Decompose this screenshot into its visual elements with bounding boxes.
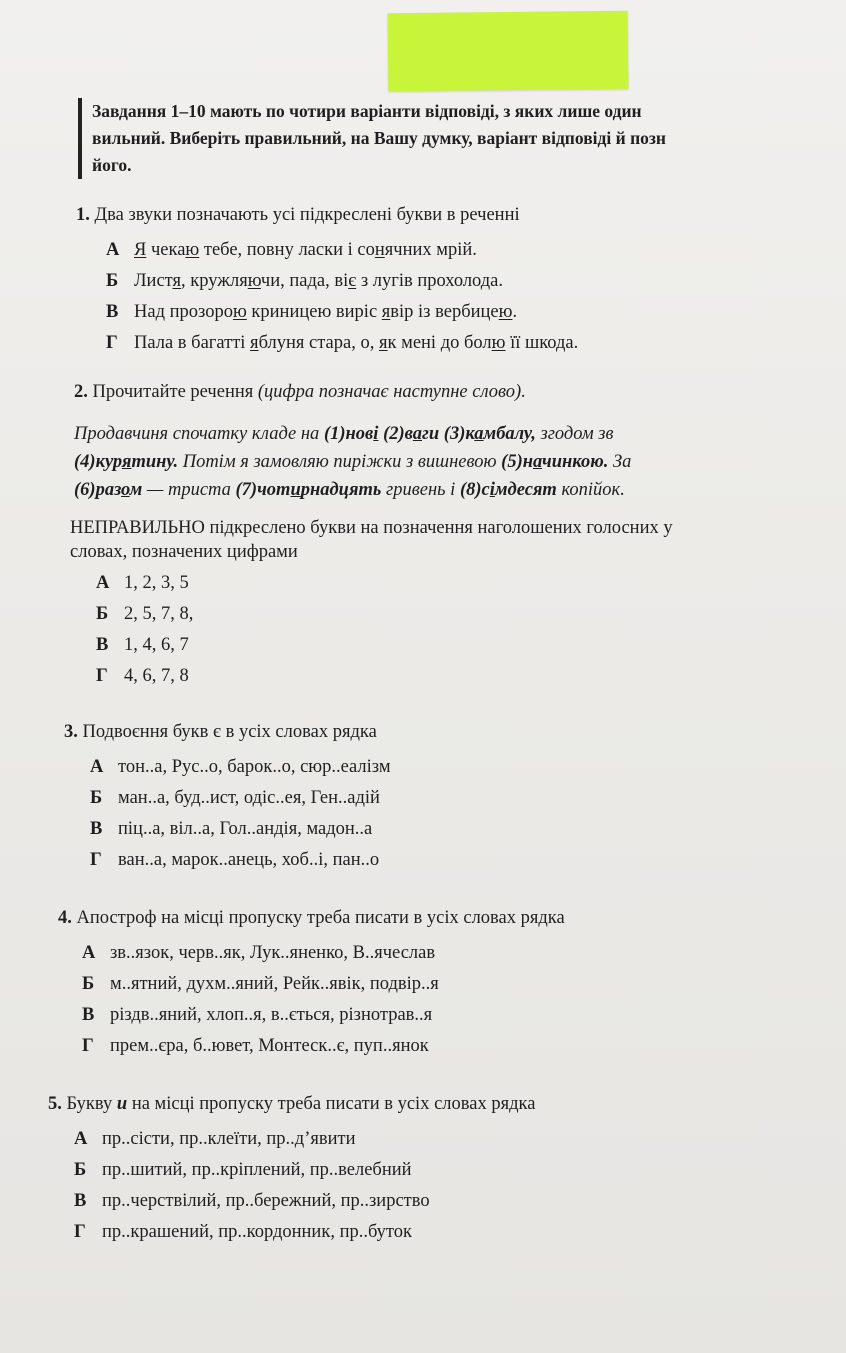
answer-option: [106, 328, 846, 359]
underlined-letter: ю: [185, 240, 200, 260]
option-letter: В: [90, 819, 103, 839]
question-2-title: [74, 378, 846, 406]
numbered-word: рнадцять: [300, 480, 382, 500]
option-text: пр..шитий, пр..кріплений, пр..велебний: [102, 1160, 412, 1180]
numbered-word: (1)нов: [323, 424, 374, 444]
passage-line: [74, 420, 846, 448]
passage-text: — триста: [142, 480, 236, 500]
option-text: ван..а, марок..анець, хоб..і, пан..о: [118, 850, 380, 870]
question-4-title: [58, 904, 846, 932]
numbered-word: мбалу,: [483, 424, 536, 444]
option-text: прем..єра, б..ювет, Монтеск..є, пуп..янок: [110, 1036, 429, 1056]
answer-option: [96, 599, 846, 630]
question-number: 3.: [64, 722, 78, 742]
question-5-options: [74, 1124, 846, 1248]
option-text: 1, 4, 6, 7: [124, 635, 189, 655]
underlined-stress-letter: а: [474, 424, 484, 444]
passage-text: копійок.: [556, 480, 625, 500]
answer-option: [82, 938, 846, 969]
answer-option: [106, 297, 846, 328]
answer-option: [82, 969, 846, 1000]
answer-option: [106, 235, 846, 266]
sticky-note: [388, 11, 629, 92]
option-text: .: [512, 302, 518, 322]
underlined-stress-letter: і: [373, 424, 379, 444]
answer-option: [90, 814, 846, 845]
underlined-letter: я: [381, 302, 391, 322]
question-text: Прочитайте речення: [92, 382, 258, 402]
passage-text: гривень і: [381, 480, 460, 500]
question-number: 4.: [58, 908, 72, 928]
answer-option: [96, 630, 846, 661]
passage-text: Потім я замовляю пиріжки з вишневою: [178, 452, 502, 472]
underlined-letter: я: [172, 271, 182, 291]
option-text: 2, 5, 7, 8,: [124, 604, 194, 624]
option-text: пр..черствілий, пр..бережний, пр..зирство: [102, 1191, 430, 1211]
underlined-letter: ю: [491, 333, 506, 353]
option-text: пр..крашений, пр..кордонник, пр..буток: [102, 1222, 413, 1242]
numbered-word: чинкою.: [542, 452, 609, 472]
option-letter: А: [90, 757, 104, 777]
underlined-stress-letter: і: [489, 480, 495, 500]
option-text: , кружля: [181, 271, 248, 291]
underlined-letter: Я: [134, 240, 147, 260]
question-note: (цифра позначає наступне слово).: [257, 382, 526, 402]
option-text: з лугів прохолода.: [356, 271, 504, 291]
answer-option: [90, 845, 846, 876]
instructions: [78, 98, 846, 179]
option-letter: Б: [106, 271, 119, 291]
underlined-stress-letter: а: [533, 452, 543, 472]
option-text: піц..а, віл..а, Гол..андія, мадон..а: [118, 819, 373, 839]
option-text: тон..а, Рус..о, барок..о, сюр..еалізм: [118, 757, 391, 777]
option-text: криницею виріс: [246, 302, 382, 322]
option-letter: Г: [106, 333, 118, 353]
instructions-line: вильний. Виберіть правильний, на Вашу думку, варіант відповіді й позн: [92, 128, 667, 148]
question-1-options: [106, 235, 846, 359]
option-text: різдв..яний, хлоп..я, в..ється, різнотрав..я: [110, 1005, 433, 1025]
underlined-letter: я: [378, 333, 388, 353]
question-number: 2.: [74, 382, 88, 402]
option-text: вір із вербице: [390, 302, 499, 322]
answer-option: [82, 1000, 846, 1031]
answer-option: [90, 752, 846, 783]
numbered-word: (7)чот: [235, 480, 291, 500]
question-text: Апостроф на місці пропуску треба писати в усіх словах рядка: [76, 908, 565, 928]
answer-option: [74, 1217, 846, 1248]
numbered-word: (2)в: [383, 424, 413, 444]
question-1: [0, 201, 846, 359]
numbered-word: м: [129, 480, 143, 500]
option-text: пр..сісти, пр..клеїти, пр..д’явити: [102, 1129, 356, 1149]
answer-option: [74, 1186, 846, 1217]
option-text: блуня стара, о,: [258, 333, 379, 353]
option-text: зв..язок, черв..як, Лук..яненко, В..ячеслав: [110, 943, 436, 963]
answer-option: [96, 661, 846, 692]
option-text: Над прозоро: [134, 302, 233, 322]
option-letter: В: [82, 1005, 95, 1025]
question-text: на місці пропуску треба писати в усіх словах рядка: [127, 1094, 536, 1114]
question-letter: и: [116, 1094, 128, 1114]
option-text: ман..а, буд..ист, одіс..ея, Ген..адій: [118, 788, 380, 808]
question-text: Подвоєння букв є в усіх словах рядка: [82, 722, 377, 742]
numbered-word: (8)с: [459, 480, 490, 500]
passage-line: [74, 448, 846, 476]
option-letter: В: [96, 635, 109, 655]
underlined-letter: ю: [247, 271, 261, 291]
question-3-title: [64, 718, 846, 746]
instructions-line: його.: [92, 155, 132, 175]
question-3-options: [90, 752, 846, 876]
question-2-statement: [70, 516, 846, 564]
option-letter: Г: [96, 666, 108, 686]
question-3: [0, 718, 846, 876]
answer-option: [82, 1031, 846, 1062]
underlined-stress-letter: а: [412, 424, 423, 444]
statement-line: НЕПРАВИЛЬНО підкреслено букви на позначення наголошених голосних у: [70, 518, 673, 538]
numbered-word: (3)к: [443, 424, 475, 444]
option-letter: А: [82, 943, 96, 963]
answer-option: [106, 266, 846, 297]
numbered-word: тину.: [131, 452, 179, 472]
numbered-word: ги: [422, 424, 440, 444]
option-text: Лист: [134, 271, 173, 291]
option-letter: Г: [90, 850, 102, 870]
question-4-options: [82, 938, 846, 1062]
option-text: чека: [146, 240, 186, 260]
option-text: її шкода.: [505, 333, 579, 353]
option-letter: Б: [96, 604, 109, 624]
underlined-stress-letter: я: [121, 452, 132, 472]
option-letter: Б: [74, 1160, 87, 1180]
option-text: ячних мрій.: [384, 240, 477, 260]
numbered-word: (6)раз: [74, 480, 122, 500]
underlined-letter: ю: [232, 302, 247, 322]
option-letter: Г: [82, 1036, 94, 1056]
underlined-letter: є: [348, 271, 357, 291]
question-number: 5.: [48, 1094, 62, 1114]
option-text: Пала в багатті: [134, 333, 251, 353]
question-5: [0, 1090, 846, 1248]
option-letter: Б: [90, 788, 103, 808]
numbered-word: мдесят: [494, 480, 557, 500]
option-text: чи, пада, ві: [260, 271, 349, 291]
question-2-options: [96, 568, 846, 692]
question-4: [0, 904, 846, 1062]
question-1-title: [76, 201, 846, 229]
option-text: к мені до бол: [387, 333, 492, 353]
passage-text: Продавчиня спочатку кладе на: [74, 424, 324, 444]
passage-text: згодом зв: [535, 424, 614, 444]
answer-option: [96, 568, 846, 599]
option-letter: Б: [82, 974, 95, 994]
passage-line: [74, 476, 846, 504]
underlined-letter: я: [250, 333, 259, 353]
option-letter: В: [106, 302, 119, 322]
answer-option: [74, 1124, 846, 1155]
answer-option: [74, 1155, 846, 1186]
underlined-letter: ю: [498, 302, 513, 322]
option-letter: Г: [74, 1222, 86, 1242]
statement-line: словах, позначених цифрами: [70, 542, 298, 562]
option-text: 4, 6, 7, 8: [124, 666, 189, 686]
question-5-title: [48, 1090, 846, 1118]
option-text: м..ятний, духм..яний, Рейк..явік, подвір..я: [110, 974, 439, 994]
underlined-stress-letter: о: [121, 480, 130, 500]
question-number: 1.: [76, 205, 90, 225]
option-letter: В: [74, 1191, 87, 1211]
question-text: Букву: [66, 1094, 117, 1114]
option-letter: А: [106, 240, 120, 260]
question-text: Два звуки позначають усі підкреслені букви в реченні: [94, 205, 520, 225]
question-2-passage: [74, 420, 846, 504]
instructions-line: Завдання 1–10 мають по чотири варіанти відповіді, з яких лише один: [92, 101, 642, 121]
underlined-stress-letter: и: [290, 480, 301, 500]
option-text: тебе, повну ласки і со: [199, 240, 375, 260]
numbered-word: (4)кур: [74, 452, 122, 472]
question-2: [0, 378, 846, 692]
option-letter: А: [74, 1129, 88, 1149]
option-text: 1, 2, 3, 5: [124, 573, 189, 593]
option-letter: А: [96, 573, 110, 593]
underlined-letter: н: [374, 240, 385, 260]
passage-text: За: [608, 452, 632, 472]
numbered-word: (5)н: [501, 452, 534, 472]
answer-option: [90, 783, 846, 814]
